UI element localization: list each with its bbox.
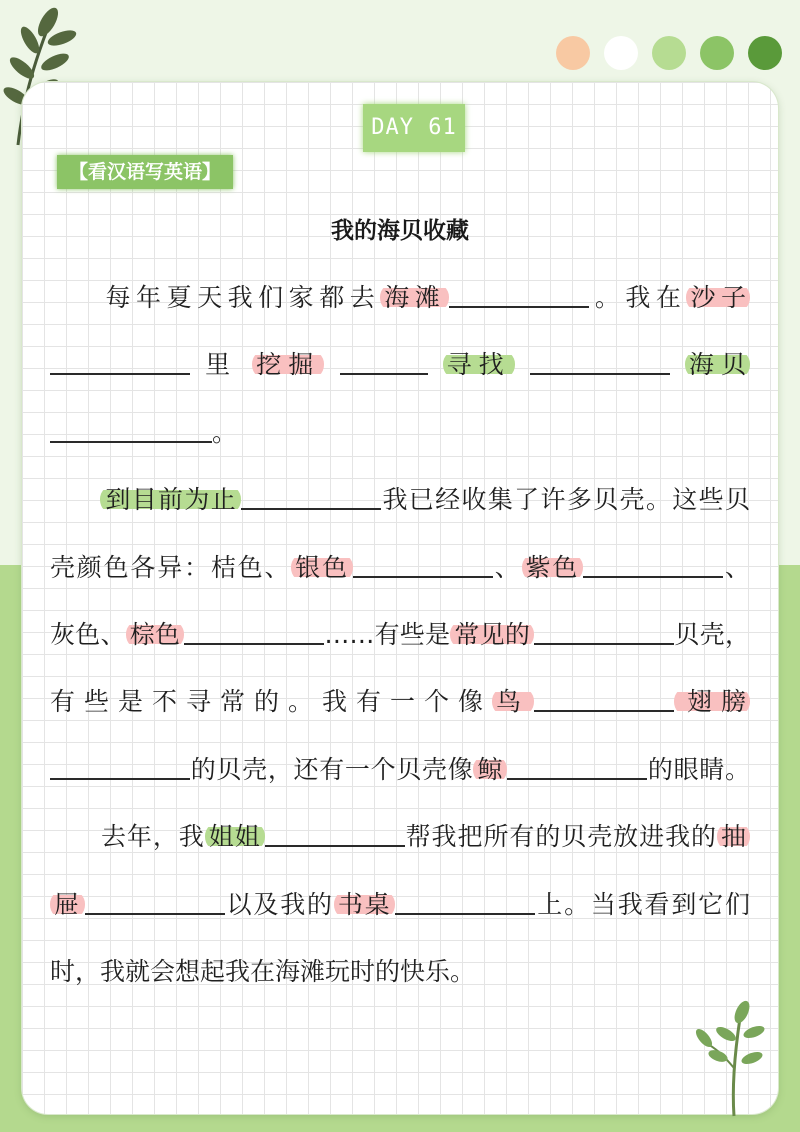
highlight-word: 鸟 [492, 687, 534, 716]
answer-blank[interactable] [449, 278, 589, 308]
text: 上。当我看到它们 [535, 889, 750, 919]
text: 、 [492, 552, 522, 582]
answer-blank[interactable] [85, 885, 225, 915]
text: 里 [205, 350, 238, 380]
answer-blank[interactable] [530, 345, 670, 375]
text: 灰色、 [50, 619, 126, 649]
text: 去年，我 [100, 822, 205, 852]
passage-line [50, 264, 750, 331]
passage-line [50, 668, 750, 735]
highlight-word: 书桌 [334, 890, 396, 919]
answer-blank[interactable] [353, 548, 493, 578]
answer-blank[interactable] [265, 817, 405, 847]
answer-blank[interactable] [507, 750, 647, 780]
answer-blank[interactable] [534, 615, 674, 645]
decor-dot [556, 36, 590, 70]
exercise-tag: 【看汉语写英语】 [57, 155, 233, 189]
highlight-word: 姐姐 [205, 822, 265, 851]
decor-dots [556, 36, 782, 70]
highlight-word: 翅膀 [674, 687, 750, 716]
highlight-word: 沙子 [686, 283, 750, 312]
answer-blank[interactable] [583, 548, 723, 578]
highlight-word: 紫色 [522, 553, 584, 582]
passage-line [50, 871, 750, 938]
highlight-word: 屉 [50, 890, 85, 919]
text: 时，我就会想起我在海滩玩时的快乐。 [50, 956, 476, 986]
answer-blank[interactable] [395, 885, 535, 915]
answer-blank[interactable] [241, 480, 381, 510]
text: 贝壳， [674, 619, 750, 649]
answer-blank[interactable] [50, 413, 212, 443]
answer-blank[interactable] [340, 345, 428, 375]
highlight-word: 棕色 [126, 620, 185, 649]
highlight-word: 到目前为止 [100, 485, 241, 514]
sprout-icon [694, 998, 774, 1118]
text: 我已经收集了许多贝壳。这些贝 [381, 485, 750, 515]
highlight-word: 海贝 [685, 350, 750, 379]
text: 帮我把所有的贝壳放进我的 [404, 822, 717, 852]
highlight-word: 寻找 [443, 350, 515, 379]
text: 的眼睛。 [647, 754, 750, 784]
highlight-word: 海滩 [380, 283, 449, 312]
highlight-word: 挖掘 [252, 350, 324, 379]
text: 。我在 [589, 283, 687, 312]
text: 以及我的 [224, 889, 334, 919]
text: 壳颜色各异：桔色、 [50, 552, 292, 582]
highlight-word: 抽 [717, 822, 750, 851]
decor-dot [604, 36, 638, 70]
answer-blank[interactable] [50, 750, 190, 780]
passage-line [50, 601, 750, 668]
text: 、 [723, 552, 750, 582]
worksheet-card [22, 82, 778, 1114]
passage-line [50, 534, 750, 601]
highlight-word: 鲸 [473, 755, 507, 784]
answer-blank[interactable] [534, 682, 674, 712]
decor-dot [652, 36, 686, 70]
decor-dot [700, 36, 734, 70]
answer-blank[interactable] [50, 345, 190, 375]
text: 每年夏天我们家都去 [100, 283, 381, 312]
text: 的贝壳，还有一个贝壳像 [190, 754, 474, 784]
highlight-word: 银色 [291, 553, 353, 582]
passage-line [50, 399, 750, 466]
page-title: 我的海贝收藏 [331, 218, 469, 244]
text: 有些是不寻常的。我有一个像 [50, 687, 492, 717]
passage-line [50, 938, 750, 1005]
decor-dot [748, 36, 782, 70]
answer-blank[interactable] [184, 615, 324, 645]
day-badge: DAY 61 [363, 104, 465, 152]
passage-line [50, 331, 750, 398]
text: ……有些是 [324, 619, 451, 649]
text: 。 [212, 417, 238, 447]
passage-line [50, 466, 750, 533]
passage-line [50, 803, 750, 870]
passage-line [50, 736, 750, 803]
passage [50, 264, 750, 1005]
highlight-word: 常见的 [450, 620, 534, 649]
